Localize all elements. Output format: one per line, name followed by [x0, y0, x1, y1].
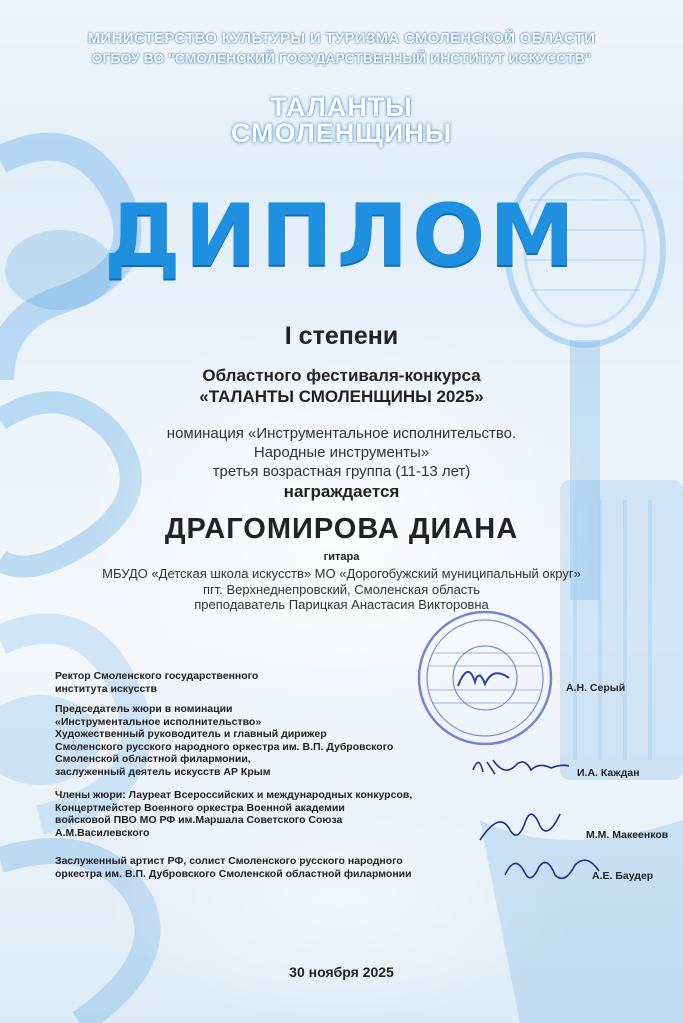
- official-stamp: [413, 608, 558, 748]
- jury-4-signature: [495, 845, 605, 890]
- nomination-line-2: Народные инструменты»: [253, 444, 430, 461]
- degree: I степени: [284, 322, 399, 350]
- jury-2-role-line: заслуженный деятель искусств АР Крым: [55, 765, 271, 778]
- institute-heading: ОГБОУ ВО "СМОЛЕНСКИЙ ГОСУДАРСТВЕННЫЙ ИНСТИТУТ ИСКУССТВ": [91, 50, 592, 66]
- jury-3-name: М.М. Макеенков: [586, 829, 669, 841]
- jury-4-name: А.Е. Баудер: [592, 870, 654, 882]
- recipient-name: ДРАГОМИРОВА ДИАНА: [164, 513, 519, 545]
- nomination-line-1: номинация «Инструментальное исполнительство.: [166, 425, 517, 442]
- issue-date: 30 ноября 2025: [289, 964, 394, 980]
- jury-2-role-line: Художественный руководитель и главный дирижер: [55, 728, 327, 740]
- jury-3-role-line: войсковой ПВО МО РФ им.Маршала Советского Союза: [55, 814, 343, 826]
- logo-line-2: СМОЛЕНЩИНЫ: [230, 118, 453, 148]
- jury-4-role-line: оркестра им. В.П. Дубровского Смоленской областной филармонии: [55, 867, 412, 880]
- jury-2-role-line: Председатель жюри в номинации: [55, 703, 233, 715]
- jury-1-role-line: Ректор Смоленского государственного: [55, 670, 259, 682]
- festival-line-1: Областного фестиваля-конкурса: [202, 366, 481, 385]
- school-line-1: МБУДО «Детская школа искусств» МО «Дорогобужский муниципальный округ»: [102, 566, 581, 581]
- jury-3-role: [55, 789, 412, 839]
- jury-2-role-line: Смоленского русского народного оркестра им. В.П. Дубровского: [55, 740, 394, 753]
- jury-2-signature: [465, 750, 575, 780]
- jury-3-role-line: Члены жюри: Лауреат Всероссийских и международных конкурсов,: [55, 789, 413, 801]
- jury-2-name: И.А. Каждан: [577, 767, 640, 779]
- teacher: преподаватель Парицкая Анастасия Викторовна: [194, 597, 489, 612]
- jury-3-role-line: Концертмейстер Военного оркестра Военной академии: [55, 801, 345, 814]
- award-text: награждается: [283, 482, 400, 501]
- jury-3-role-line: А.М.Василевского: [55, 826, 150, 839]
- jury-2-role-line: Смоленской областной филармонии,: [55, 753, 251, 765]
- jury-2-role: [55, 703, 393, 778]
- jury-1-role-line: института искусств: [55, 682, 157, 695]
- school-line-2: пгт. Верхнеднепровский, Смоленская область: [202, 582, 481, 597]
- jury-1-name: А.Н. Серый: [566, 682, 626, 694]
- diploma-title: ДИПЛОМ: [104, 186, 579, 286]
- jury-4-role-line: Заслуженный артист РФ, солист Смоленского русского народного: [55, 855, 403, 867]
- ministry-heading: МИНИСТЕРСТВО КУЛЬТУРЫ И ТУРИЗМА СМОЛЕНСКОЙ ОБЛАСТИ: [87, 30, 596, 47]
- jury-3-signature: [470, 800, 570, 850]
- festival-line-2: «ТАЛАНТЫ СМОЛЕНЩИНЫ 2025»: [199, 387, 484, 406]
- logo-line-1: ТАЛАНТЫ: [270, 92, 413, 122]
- recipient-instrument: гитара: [323, 551, 360, 563]
- age-group: третья возрастная группа (11-13 лет): [212, 463, 471, 480]
- jury-4-role: [55, 855, 412, 880]
- jury-1-role: [55, 670, 258, 695]
- jury-2-role-line: «Инструментальное исполнительство»: [55, 715, 262, 728]
